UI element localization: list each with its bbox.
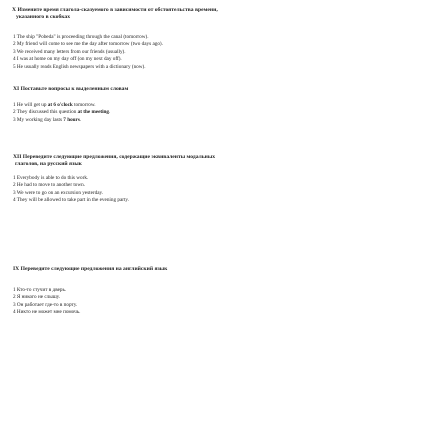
- list-item: 1 Everybody is able to do this work.: [13, 175, 89, 181]
- list-item: 3 We received many letters from our friends (usually).: [13, 48, 126, 55]
- list-item: [13, 109, 110, 116]
- section-12-heading: [0, 154, 434, 168]
- list-item: [13, 102, 110, 109]
- section-10-list: [13, 34, 163, 71]
- section-12-heading-line1: XII Переведите следующие предложения, содержащие эквиваленты модальных: [13, 154, 216, 160]
- section-11-list: [13, 102, 110, 124]
- section-10-heading: [0, 7, 434, 21]
- item-text: 1 He will get up: [13, 102, 48, 108]
- section-9-heading: IX Переведите следующие предложения на английский язык: [13, 266, 168, 272]
- item-text: .: [109, 109, 111, 116]
- item-text: 3 My working day lasts: [13, 116, 64, 123]
- list-item: 2 Я никого не слышу.: [13, 294, 61, 301]
- section-10: [0, 7, 434, 70]
- list-item: 1 Кто-то стучит в дверь.: [13, 287, 67, 293]
- section-12-list: [13, 175, 129, 205]
- section-12-heading-line2: глаголов, на русский язык: [15, 161, 82, 167]
- section-11: [0, 86, 434, 123]
- list-item: [13, 117, 110, 124]
- section-11-heading: XI Поставьте вопросы к выделенным словам: [13, 86, 129, 92]
- section-9: [0, 266, 434, 316]
- list-item: 4 I was at home on my day off (on my next day off).: [13, 56, 122, 63]
- section-9-list: [13, 287, 80, 317]
- item-text: .: [79, 116, 82, 123]
- highlighted-words: at the meeting: [77, 109, 110, 116]
- section-12: [0, 154, 434, 204]
- list-item: 1 The ship "Pobeda" is proceeding through the canal (tomorrow).: [13, 34, 149, 40]
- list-item: 4 Никто не может мне помочь.: [13, 309, 81, 316]
- list-item: 4 They will be allowed to take part in the evening party.: [13, 197, 129, 204]
- list-item: 2 He had to move to another town.: [13, 182, 86, 189]
- list-item: 3 Он работает где-то в порту.: [13, 301, 78, 308]
- list-item: 2 My friend will come to see me the day after tomorrow (two days ago).: [13, 41, 163, 48]
- item-text: 2 They discussed this question: [13, 109, 78, 116]
- list-item: 5 He usually reads English newspapers with a dictionary (now).: [13, 63, 146, 70]
- highlighted-words: 7 hours: [63, 116, 80, 123]
- list-item: 3 We were to go on an excursion yesterday.: [13, 189, 104, 196]
- section-10-heading-line1: X Измените время глагола-сказуемого в зависимости от обстоятельства времени,: [12, 7, 218, 13]
- highlighted-words: at 6 o'clock: [47, 102, 73, 108]
- item-text: tomorrow.: [72, 102, 96, 108]
- section-10-heading-line2: указанного в скобках: [16, 14, 70, 20]
